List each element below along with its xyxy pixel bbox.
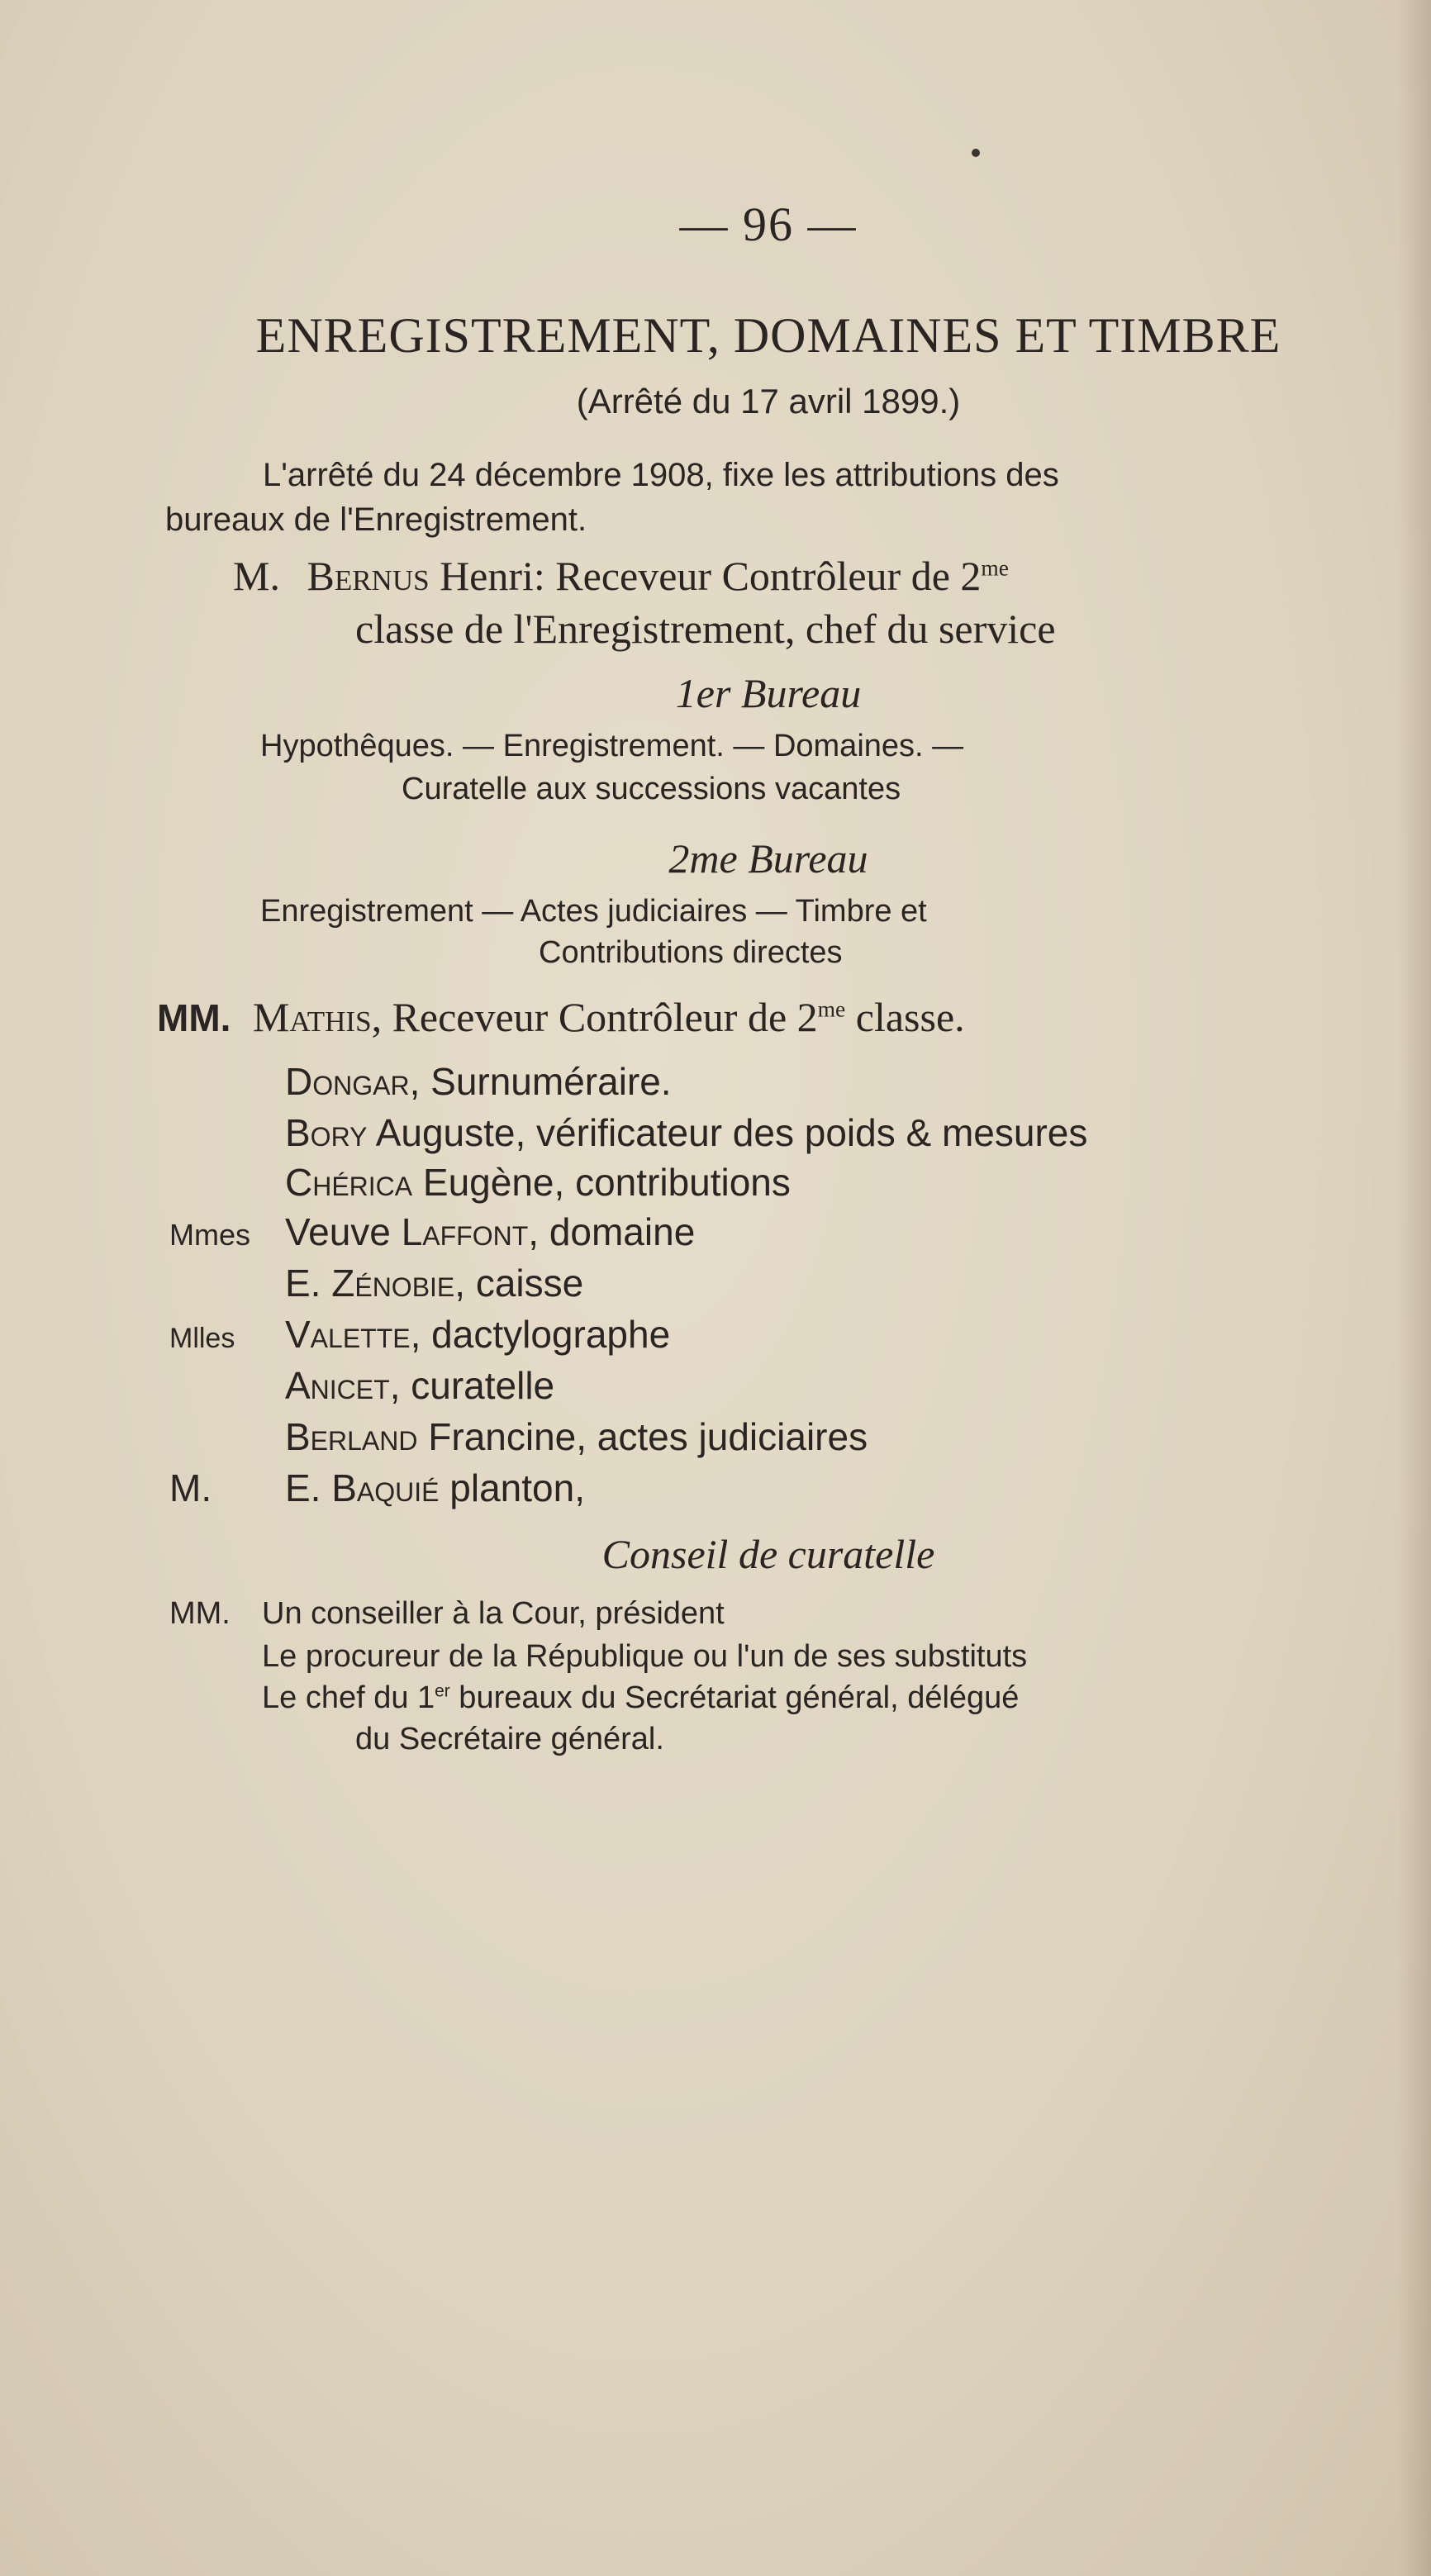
bureau2-heading: 2me Bureau	[668, 835, 868, 882]
intro-paragraph	[165, 453, 1372, 542]
chief-prefix: M.	[233, 553, 280, 599]
staff-row	[285, 1110, 1087, 1155]
bureau2-line-2: Contributions directes	[539, 935, 843, 970]
staff-name: Chérica	[285, 1161, 413, 1204]
council-line-1	[169, 1596, 725, 1632]
chief-name: Bernus	[307, 553, 430, 599]
council-line-3a: Le chef du 1	[262, 1680, 435, 1715]
staff-detail: planton,	[439, 1466, 585, 1509]
council-line-3b: bureaux du Secrétariat général, délégué	[449, 1680, 1020, 1715]
staff-detail: , domaine	[528, 1210, 696, 1253]
page-number: — 96 —	[679, 197, 858, 251]
staff-row	[285, 1363, 554, 1408]
staff-detail: , caisse	[454, 1262, 584, 1305]
staff-prefix: Mmes	[169, 1218, 250, 1252]
staff-tail: classe.	[845, 994, 965, 1040]
staff-pre: E.	[285, 1262, 332, 1305]
bureau1-line-2: Curatelle aux successions vacantes	[402, 772, 901, 806]
chief-line-2: classe de l'Enregistrement, chef du service	[355, 606, 1056, 652]
chief-sup: me	[981, 554, 1009, 581]
bureau2-line-1: Enregistrement — Actes judiciaires — Timbre et	[260, 894, 927, 929]
council-line-4: du Secrétaire général.	[355, 1722, 664, 1756]
chief-title: Henri: Receveur Contrôleur de 2	[429, 553, 982, 599]
council-line-3-sup: er	[435, 1681, 450, 1701]
staff-name: Laffont	[401, 1210, 529, 1253]
section-title: ENREGISTREMENT, DOMAINES ET TIMBRE	[255, 308, 1281, 363]
staff-detail: , dactylographe	[410, 1313, 671, 1356]
staff-prefix: Mlles	[169, 1323, 235, 1354]
intro-line-2: bureaux de l'Enregistrement.	[165, 501, 587, 538]
staff-name: Mathis	[252, 994, 372, 1040]
staff-detail: Auguste, vérificateur des poids & mesures	[367, 1111, 1088, 1154]
staff-row	[169, 1312, 670, 1357]
staff-row	[169, 1210, 695, 1254]
decree-reference: (Arrêté du 17 avril 1899.)	[576, 382, 961, 421]
staff-detail: , curatelle	[389, 1364, 555, 1407]
staff-row	[285, 1160, 791, 1205]
bureau1-line-1: Hypothêques. — Enregistrement. — Domaines. —	[260, 729, 964, 763]
council-member-1: Un conseiller à la Cour, président	[262, 1596, 725, 1631]
council-line-2: Le procureur de la République ou l'un de ses substituts	[262, 1639, 1028, 1674]
chief-line-1	[233, 552, 1009, 600]
staff-name: Valette	[285, 1313, 411, 1356]
staff-name: Bory	[285, 1111, 368, 1154]
staff-detail: Eugène, contributions	[412, 1161, 791, 1204]
council-heading: Conseil de curatelle	[601, 1531, 935, 1577]
staff-name: Baquié	[331, 1466, 440, 1509]
council-prefix: MM.	[169, 1596, 231, 1631]
staff-row	[169, 1466, 585, 1510]
staff-row	[285, 1261, 583, 1305]
staff-name: Dongar	[285, 1060, 410, 1103]
staff-prefix: M.	[169, 1466, 212, 1509]
staff-pre: E.	[285, 1466, 332, 1509]
staff-row	[157, 993, 965, 1041]
staff-row	[285, 1414, 868, 1459]
intro-line-1: L'arrêté du 24 décembre 1908, fixe les attributions des	[263, 457, 1059, 493]
staff-name: Zénobie	[331, 1262, 455, 1305]
staff-detail: , Receveur Contrôleur de 2	[371, 994, 818, 1040]
staff-name: Berland	[285, 1415, 418, 1458]
staff-detail: Francine, actes judiciaires	[417, 1415, 868, 1458]
staff-prefix: MM.	[157, 996, 231, 1039]
council-line-3	[262, 1680, 1019, 1716]
bureau1-heading: 1er Bureau	[675, 670, 862, 716]
staff-name: Anicet	[285, 1364, 390, 1407]
staff-row	[285, 1059, 672, 1104]
ink-speck	[972, 149, 980, 157]
staff-pre: Veuve	[285, 1210, 402, 1253]
staff-sup: me	[817, 996, 846, 1022]
staff-detail: , Surnuméraire.	[409, 1060, 672, 1103]
